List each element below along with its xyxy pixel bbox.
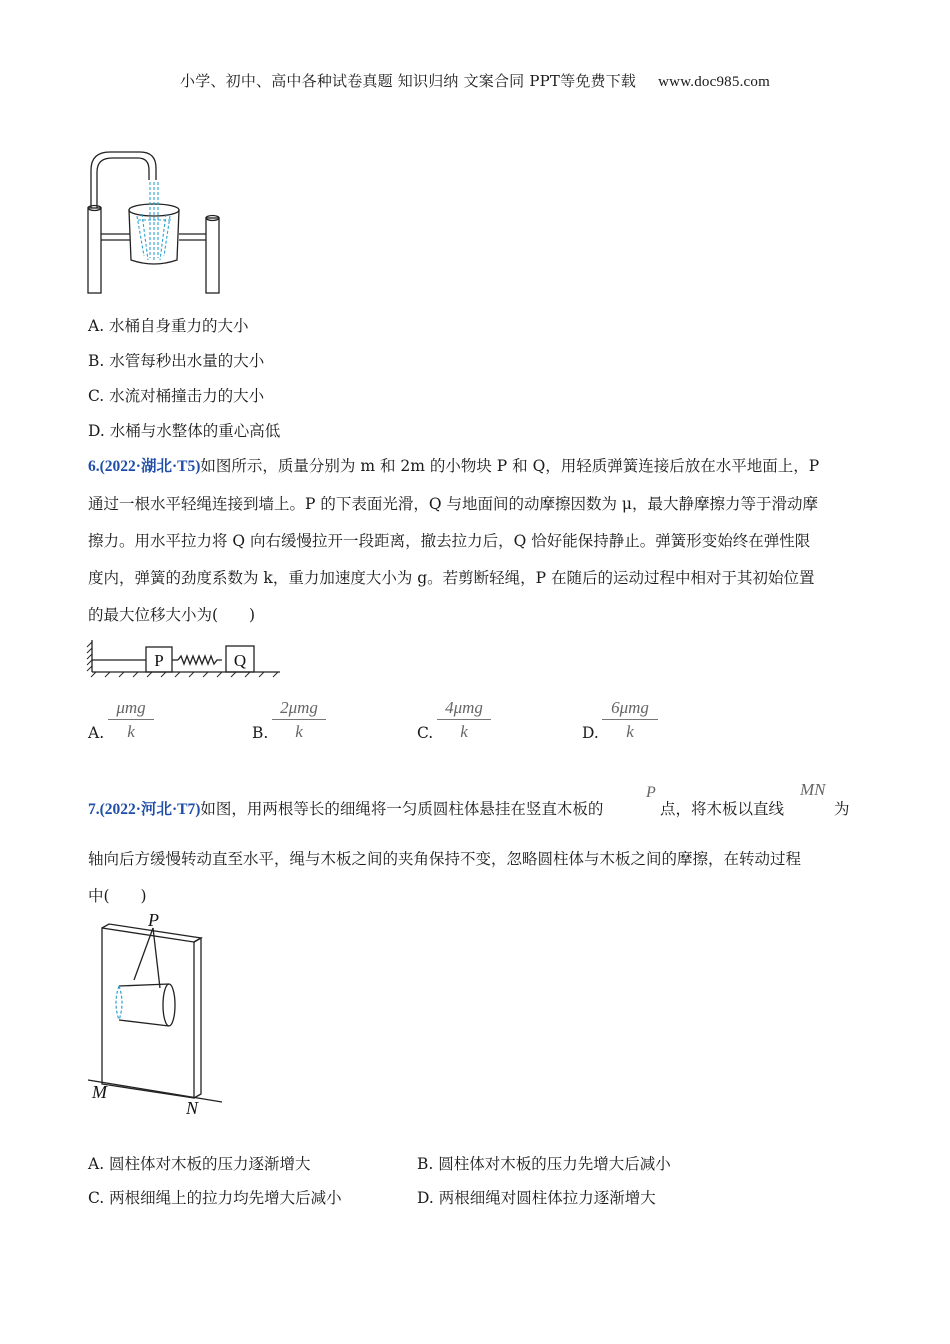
q7-stem-1c: 为 [834,800,850,818]
q6-option-b-num: 2μmg [272,697,326,720]
q5-option-d: D. 水桶与水整体的重心高低 [88,422,281,440]
q6-number: 6.(2022·湖北·T5) [88,458,201,475]
q6-stem-5: 的最大位移大小为( ) [88,606,256,624]
q7-stem-1a: 如图，用两根等长的细绳将一匀质圆柱体悬挂在竖直木板的 [200,800,604,818]
q6-option-c-num: 4μmg [437,697,491,720]
q5-option-a: A. 水桶自身重力的大小 [88,317,249,335]
q7-option-c: C. 两根细绳上的拉力均先增大后减小 [88,1189,342,1207]
q7-option-d: D. 两根细绳对圆柱体拉力逐渐增大 [417,1189,656,1207]
q6-option-c-label: C. [417,724,434,742]
q6-option-d-label: D. [582,724,599,742]
q6-option-b-den: k [295,722,303,741]
q6-stem-3: 擦力。用水平拉力将 Q 向右缓慢拉开一段距离，撤去拉力后，Q 恰好能保持静止。弹簧形变始终在弹性限 [88,532,811,550]
q6-option-a-den: k [127,722,135,741]
q7-line-1 [88,797,603,819]
header-text: 小学、初中、高中各种试卷真题 知识归纳 文案合同 PPT等免费下载 [180,72,637,90]
q5-option-c: C. 水流对桶撞击力的大小 [88,387,265,405]
q7-number: 7.(2022·河北·T7) [88,801,201,818]
block-p-label: P [154,651,164,670]
q7-option-b: B. 圆柱体对木板的压力先增大后减小 [417,1155,671,1173]
label-p: P [148,910,159,930]
q7-option-a: A. 圆柱体对木板的压力逐渐增大 [88,1155,311,1173]
q7-var-p: P [646,784,656,801]
q6-stem-2: 通过一根水平轻绳连接到墙上。P 的下表面光滑，Q 与地面间的动摩擦因数为 μ，最大静摩擦力等于滑动摩 [88,495,818,513]
q6-option-a-label: A. [88,724,105,742]
q6-option-c-den: k [460,722,468,741]
board-cylinder-figure [86,908,232,1118]
q6-line-1 [88,454,819,476]
page-header [0,70,950,91]
q6-option-d-den: k [626,722,634,741]
q6-stem-1: 如图所示，质量分别为 m 和 2m 的小物块 P 和 Q，用轻质弹簧连接后放在水平地面上，P [200,457,820,475]
label-n: N [186,1098,199,1118]
label-m: M [92,1082,107,1102]
q5-option-b: B. 水管每秒出水量的大小 [88,352,265,370]
q6-option-a-fraction [108,697,154,744]
q6-option-b-label: B. [252,724,269,742]
q6-option-d-fraction [602,697,658,744]
q7-var-mn: MN [800,780,826,799]
q7-stem-2: 轴向后方缓慢转动直至水平，绳与木板之间的夹角保持不变，忽略圆柱体与木板之间的摩擦，在转动过程 [88,850,802,868]
block-q-label: Q [233,651,247,670]
q6-option-a-num: μmg [108,697,154,720]
q6-option-d-num: 6μmg [602,697,658,720]
header-site: www.doc985.com [658,74,770,90]
q6-option-b-fraction [272,697,326,744]
spring-blocks-figure [86,638,282,678]
q7-stem-3: 中( ) [88,887,147,905]
q6-option-c-fraction [437,697,491,744]
q7-stem-1b: 点，将木板以直线 [660,800,785,818]
q6-stem-4: 度内，弹簧的劲度系数为 k，重力加速度大小为 g。若剪断轻绳，P 在随后的运动过程中相对于其初始位置 [88,569,815,587]
water-bucket-figure [82,148,232,298]
